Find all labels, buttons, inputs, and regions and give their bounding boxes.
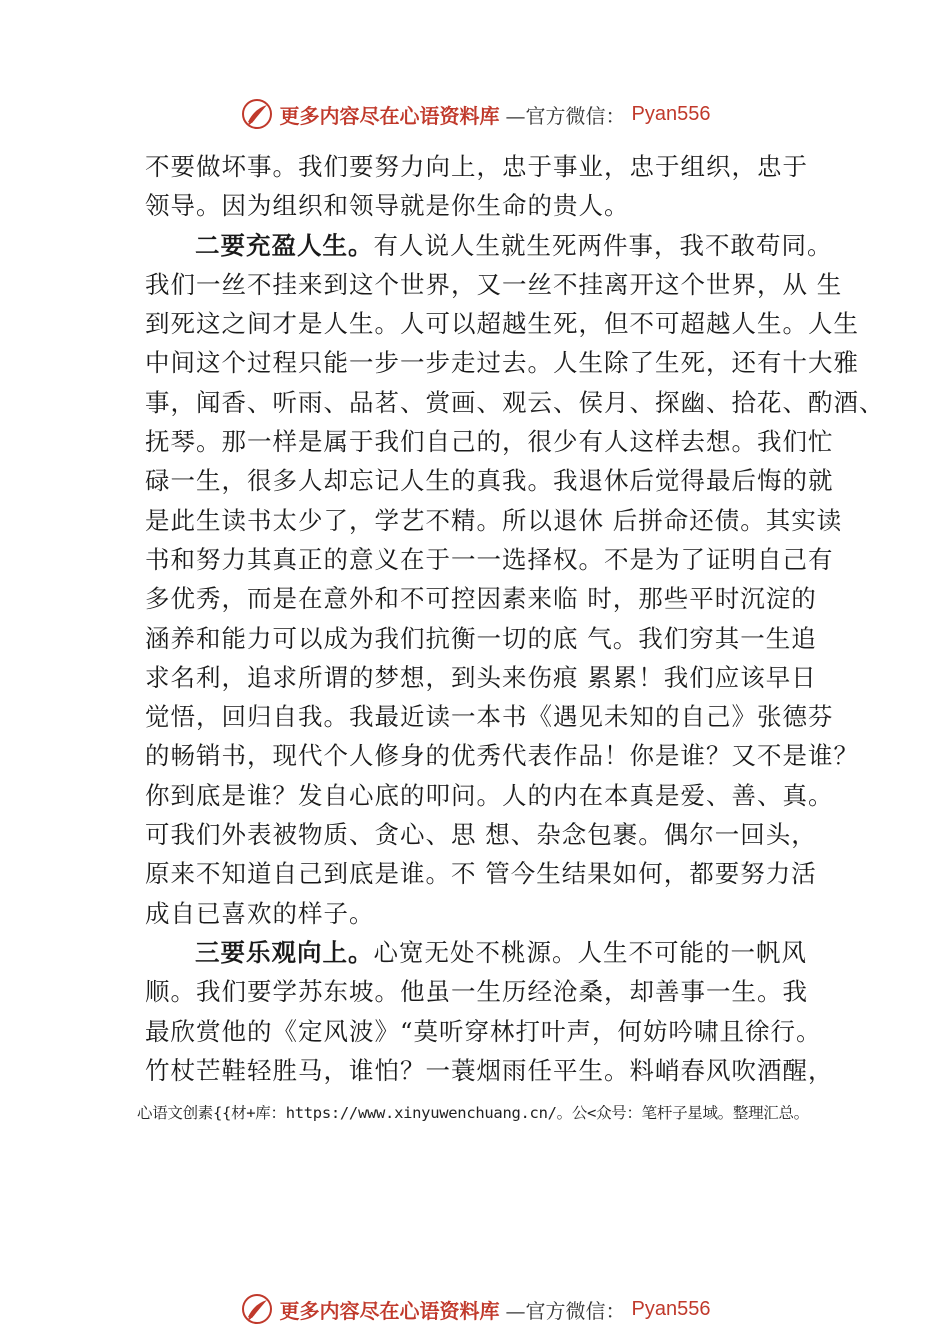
banner-main-text: 更多内容尽在心语资料库 (279, 1298, 500, 1323)
section-heading: 二要充盈人生。 (195, 230, 374, 260)
text-line: 你到底是谁？发自心底的叩问。人的内在本真是爱、善、真。 (145, 780, 834, 810)
text-line: 觉悟，回归自我。我最近读一本书《遇见未知的自己》张德芬 (145, 702, 834, 732)
text-line: 领导。因为组织和领导就是你生命的贵人。 (145, 191, 630, 221)
banner-wechat-id: Pyan556 (631, 102, 711, 125)
text-line: 求名利，追求所谓的梦想，到头来伤痕 累累！我们应该早日 (145, 662, 817, 692)
document-body (145, 147, 885, 1090)
text-line: 到死这之间才是人生。人可以超越生死，但不可超越人生。人生 (145, 309, 859, 339)
text-line: 书和努力其真正的意义在于一一选择权。不是为了证明自己有 (145, 544, 834, 574)
footer-banner (0, 1289, 950, 1329)
banner-wechat-label: —官方微信： (505, 1298, 626, 1323)
text-line: 事，闻香、听雨、品茗、赏画、观云、侯月、探幽、拾花、酌酒、 (145, 387, 885, 417)
text-line: 抚琴。那一样是属于我们自己的，很少有人这样去想。我们忙 (145, 427, 834, 457)
text-line: 最欣赏他的《定风波》“莫听穿林打叶声，何妨吟啸且徐行。 (145, 1016, 822, 1046)
text-line: 原来不知道自己到底是谁。不 管今生结果如何，都要努力活 (145, 859, 817, 889)
text-line: 多优秀，而是在意外和不可控因素来临 时，那些平时沉淀的 (145, 584, 817, 614)
section-heading: 三要乐观向上。 (195, 937, 374, 967)
brush-logo-icon (240, 97, 274, 131)
banner-main-text: 更多内容尽在心语资料库 (279, 103, 500, 128)
text-line: 成自已喜欢的样子。 (145, 898, 375, 928)
source-note: 心语文创素{{材+库：https://www.xinyuwenchuang.cn/。公<众号：笔杆子星域。整理汇总。 (137, 1104, 809, 1122)
header-banner (0, 94, 950, 134)
banner-wechat-id: Pyan556 (631, 1297, 711, 1320)
paragraph-first-line (145, 226, 835, 265)
text-line: 顺。我们要学苏东坡。他虽一生历经沧桑，却善事一生。我 (145, 977, 808, 1007)
banner-wechat-label: —官方微信： (505, 103, 626, 128)
text-line: 是此生读书太少了，学艺不精。所以退休 后拼命还债。其实读 (145, 505, 843, 535)
text-line: 中间这个过程只能一步一步走过去。人生除了生死，还有十大雅 (145, 348, 859, 378)
brush-logo-icon (240, 1292, 274, 1326)
text-line: 可我们外表被物质、贪心、思 想、杂念包裹。偶尔一回头， (145, 820, 817, 850)
text-line: 有人说人生就生死两件事，我不敢苟同。 (373, 230, 833, 260)
text-line: 的畅销书，现代个人修身的优秀代表作品！你是谁？又不是谁？ (145, 741, 859, 771)
text-line: 心宽无处不桃源。人生不可能的一帆风 (373, 937, 807, 967)
text-line: 碌一生，很多人却忘记人生的真我。我退休后觉得最后悔的就 (145, 466, 834, 496)
text-line: 涵养和能力可以成为我们抗衡一切的底 气。我们穷其一生追 (145, 623, 817, 653)
paragraph-first-line (145, 933, 835, 972)
text-line: 我们一丝不挂来到这个世界，又一丝不挂离开这个世界，从 生 (145, 269, 843, 299)
text-line: 不要做坏事。我们要努力向上，忠于事业，忠于组织，忠于 (145, 152, 808, 181)
text-line: 竹杖芒鞋轻胜马，谁怕？一蓑烟雨任平生。料峭春风吹酒醒， (145, 1055, 834, 1085)
